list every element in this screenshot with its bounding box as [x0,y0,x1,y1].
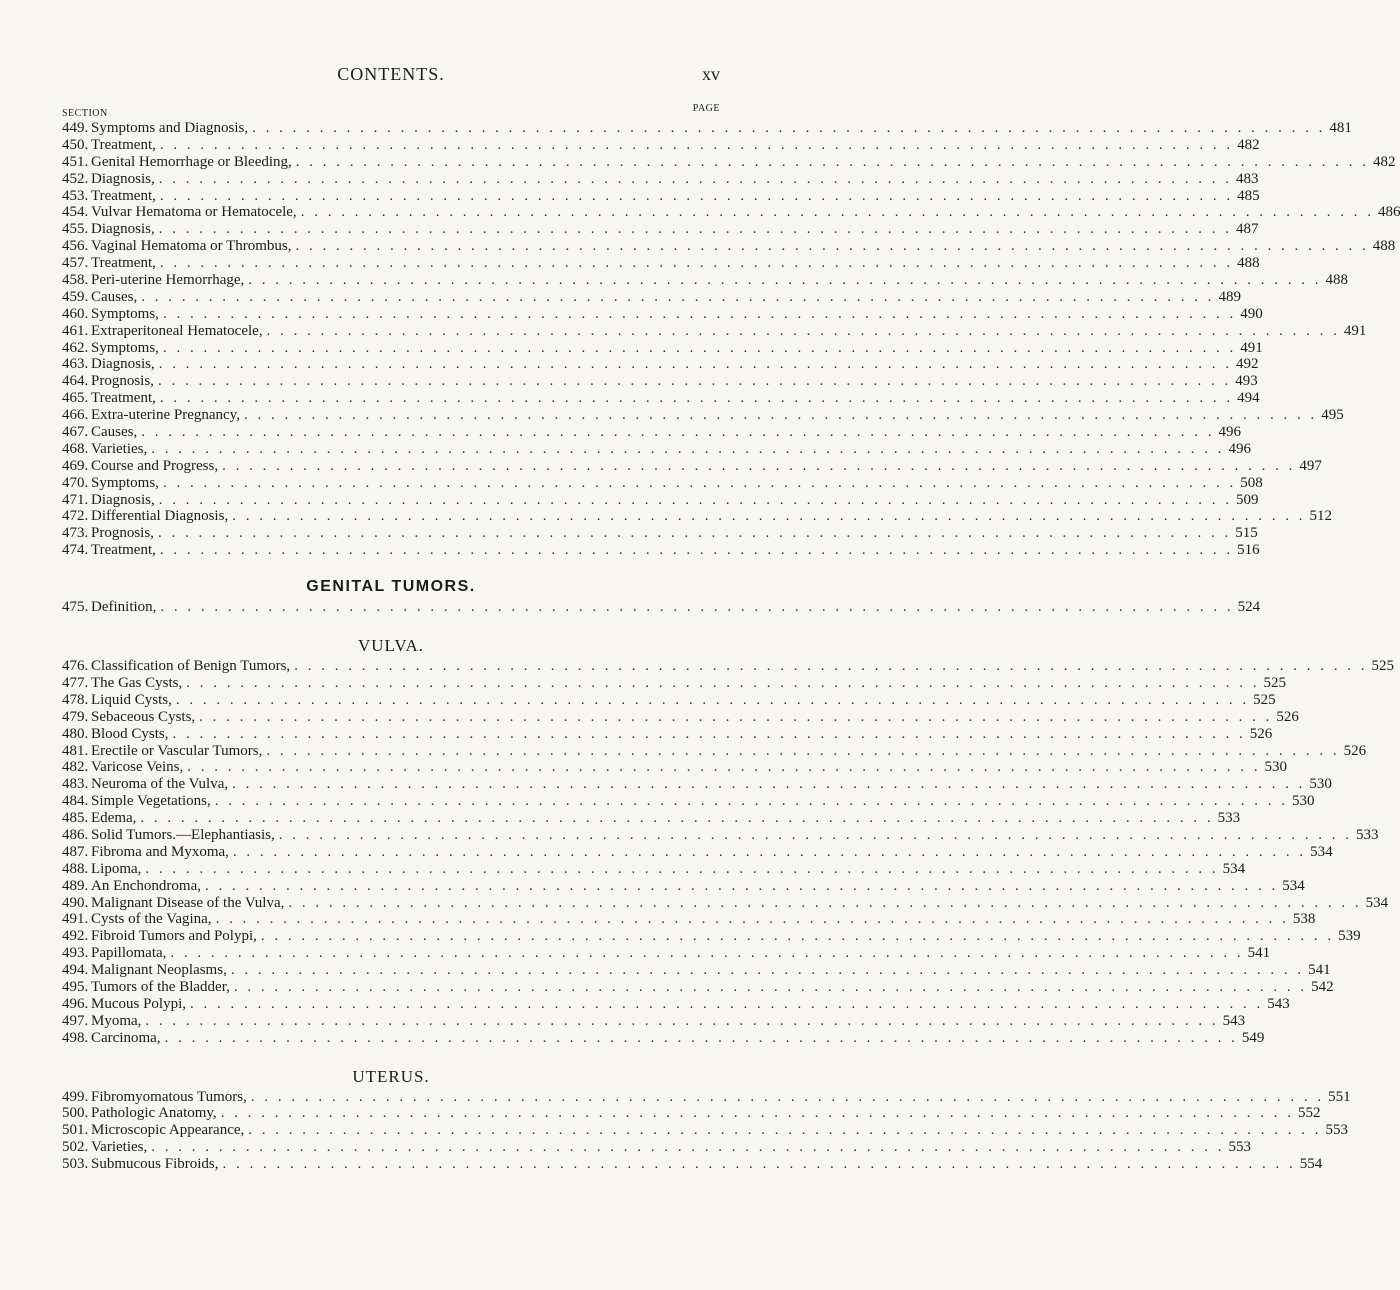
dot-leader: . . . . . . . . . . . . . . . . . . . . . . . . . . . . . . . . . . . . . . . . . . . . . . . . . . . . . . . . . . . . . . . . . . . . . . . . . . . . . . . . [252,120,1326,136]
entry-title: Symptoms, [91,474,159,491]
entry-page: 530 [1309,776,1332,793]
toc-entry [62,978,1334,996]
section-number: 459. [62,288,89,305]
dot-leader: . . . . . . . . . . . . . . . . . . . . . . . . . . . . . . . . . . . . . . . . . . . . . . . . . . . . . . . . . . . . . . . . . . . . . . . . . . . . . . . . [248,1122,1322,1139]
entry-page: 488 [1325,272,1349,289]
toc-entry [62,742,1367,760]
toc-entry [62,153,1396,171]
toc-entry [62,322,1367,340]
toc-entry [62,356,1259,373]
dot-leader: . . . . . . . . . . . . . . . . . . . . . . . . . . . . . . . . . . . . . . . . . . . . . . . . . . . . . . . . . . . . . . . . . . . . . . . . . . . . . . . . [295,153,1370,170]
entry-title: Symptoms, [91,339,159,356]
section-number: 482. [62,759,89,776]
dot-leader: . . . . . . . . . . . . . . . . . . . . . . . . . . . . . . . . . . . . . . . . . . . . . . . . . . . . . . . . . . . . . . . . . . . . . . . . . . . . . . . . [151,1139,1225,1156]
toc-entry [62,691,1276,709]
column-headers [62,103,720,120]
entry-title: Treatment, [91,187,156,204]
entry-title: Diagnosis, [91,221,155,238]
toc-entry [62,272,1349,289]
dot-leader: . . . . . . . . . . . . . . . . . . . . . . . . . . . . . . . . . . . . . . . . . . . . . . . . . . . . . . . . . . . . . . . . . . . . . . . . . . . . . . . . [164,1029,1238,1046]
toc-entry [62,120,1352,137]
entry-title: Prognosis, [91,525,154,542]
entry-page: 549 [1241,1029,1265,1046]
section-number: 457. [62,255,89,272]
section-number: 468. [62,440,89,457]
section-number: 484. [62,793,89,810]
section-number: 467. [62,424,89,441]
toc-entry [62,1122,1349,1139]
entry-title: Varieties, [91,440,148,457]
page-number: xv [702,64,720,84]
toc-entry [62,1105,1321,1122]
dot-leader: . . . . . . . . . . . . . . . . . . . . . . . . . . . . . . . . . . . . . . . . . . . . . . . . . . . . . . . . . . . . . . . . . . . . . . . . . . . . . . . . [145,1012,1219,1029]
entry-title: Classification of Benign Tumors, [91,658,291,675]
dot-leader: . . . . . . . . . . . . . . . . . . . . . . . . . . . . . . . . . . . . . . . . . . . . . . . . . . . . . . . . . . . . . . . . . . . . . . . . . . . . . . . . [170,945,1244,962]
toc-entry [62,491,1259,509]
entry-title: Diagnosis, [91,170,155,187]
dot-leader: . . . . . . . . . . . . . . . . . . . . . . . . . . . . . . . . . . . . . . . . . . . . . . . . . . . . . . . . . . . . . . . . . . . . . . . . . . . . . . . . [288,894,1362,911]
entry-page: 515 [1235,525,1258,542]
entry-title: Varieties, [91,1139,148,1156]
entry-page: 541 [1308,962,1331,979]
dot-leader: . . . . . . . . . . . . . . . . . . . . . . . . . . . . . . . . . . . . . . . . . . . . . . . . . . . . . . . . . . . . . . . . . . . . . . . . . . . . . . . . [158,491,1232,508]
section-number: 452. [62,170,89,187]
section-number: 485. [62,810,89,827]
dot-leader: . . . . . . . . . . . . . . . . . . . . . . . . . . . . . . . . . . . . . . . . . . . . . . . . . . . . . . . . . . . . . . . . . . . . . . . . . . . . . . . . [232,843,1307,860]
toc-entry [62,440,1251,458]
section-number: 502. [62,1139,89,1156]
section-number: 449. [62,120,89,136]
entry-title: The Gas Cysts, [91,674,183,691]
section-number: 472. [62,508,89,525]
section-number: 497. [62,1012,89,1029]
toc-entry [62,339,1263,357]
dot-leader: . . . . . . . . . . . . . . . . . . . . . . . . . . . . . . . . . . . . . . . . . . . . . . . . . . . . . . . . . . . . . . . . . . . . . . . . . . . . . . . . [222,457,1296,474]
running-title: CONTENTS. [337,64,445,84]
entry-title: Extra-uterine Pregnancy, [91,407,240,424]
entry-page: 492 [1236,356,1259,373]
dot-leader: . . . . . . . . . . . . . . . . . . . . . . . . . . . . . . . . . . . . . . . . . . . . . . . . . . . . . . . . . . . . . . . . . . . . . . . . . . . . . . . . [187,759,1261,776]
toc-entry [62,373,1258,390]
entry-title: Fibroid Tumors and Polypi, [91,928,257,945]
entry-page: 525 [1253,691,1276,708]
entry-title: Malignant Neoplasms, [91,962,227,979]
toc-entry [62,508,1332,525]
toc-entry [62,759,1287,776]
entry-title: Prognosis, [91,373,154,390]
page-column-label: PAGE [692,103,720,114]
dot-leader: . . . . . . . . . . . . . . . . . . . . . . . . . . . . . . . . . . . . . . . . . . . . . . . . . . . . . . . . . . . . . . . . . . . . . . . . . . . . . . . . [215,911,1289,928]
entry-page: 526 [1276,708,1299,725]
section-number: 480. [62,725,89,742]
toc-entry [62,708,1299,726]
section-number: 466. [62,407,89,424]
entry-page: 541 [1247,945,1271,962]
entry-title: Causes, [91,288,138,305]
toc-entry [62,995,1290,1013]
entry-page: 486 [1377,204,1400,221]
entry-page: 488 [1372,238,1396,255]
toc-entry [62,911,1316,928]
entry-page: 516 [1237,542,1260,559]
entry-title: Erectile or Vascular Tumors, [91,742,263,759]
entry-page: 525 [1371,658,1394,675]
section-number: 473. [62,525,89,542]
dot-leader: . . . . . . . . . . . . . . . . . . . . . . . . . . . . . . . . . . . . . . . . . . . . . . . . . . . . . . . . . . . . . . . . . . . . . . . . . . . . . . . . [141,288,1215,305]
entry-title: Neuroma of the Vulva, [91,776,229,793]
toc-entry [62,1029,1265,1047]
toc-entry [62,136,1260,154]
entry-title: Microscopic Appearance, [91,1122,245,1139]
entry-page: 539 [1338,928,1361,945]
entry-page: 534 [1282,877,1305,894]
entry-title: Differential Diagnosis, [91,508,229,525]
entry-page: 553 [1228,1139,1251,1156]
entry-page: 493 [1235,373,1258,390]
section-number: 494. [62,962,89,979]
entry-title: Definition, [91,599,157,616]
toc-entry [62,877,1305,895]
entry-page: 543 [1222,1012,1246,1029]
entry-page: 483 [1236,170,1259,187]
entry-page: 508 [1240,474,1263,491]
entry-page: 482 [1373,153,1396,170]
dot-leader: . . . . . . . . . . . . . . . . . . . . . . . . . . . . . . . . . . . . . . . . . . . . . . . . . . . . . . . . . . . . . . . . . . . . . . . . . . . . . . . . [145,860,1219,877]
section-number: 490. [62,894,89,911]
dot-leader: . . . . . . . . . . . . . . . . . . . . . . . . . . . . . . . . . . . . . . . . . . . . . . . . . . . . . . . . . . . . . . . . . . . . . . . . . . . . . . . . [230,962,1305,979]
entry-page: 491 [1343,322,1367,339]
entry-title: Edema, [91,810,137,827]
entry-title: Solid Tumors.—Elephantiasis, [91,826,275,843]
running-head [62,58,720,88]
toc-entry [62,204,1400,221]
entry-page: 551 [1328,1088,1351,1105]
entry-title: Papillomata, [91,945,167,962]
toc-entry [62,962,1331,979]
dot-leader: . . . . . . . . . . . . . . . . . . . . . . . . . . . . . . . . . . . . . . . . . . . . . . . . . . . . . . . . . . . . . . . . . . . . . . . . . . . . . . . . [158,356,1232,373]
section-number: 491. [62,911,89,928]
entry-title: Diagnosis, [91,356,155,373]
section-number: 470. [62,474,89,491]
dot-leader: . . . . . . . . . . . . . . . . . . . . . . . . . . . . . . . . . . . . . . . . . . . . . . . . . . . . . . . . . . . . . . . . . . . . . . . . . . . . . . . . [159,136,1234,153]
section-number: 475. [62,599,89,616]
section-number: 474. [62,542,89,559]
entry-title: Submucous Fibroids, [91,1156,219,1173]
toc-entry [62,457,1322,475]
section-number: 483. [62,776,89,793]
toc-entry [62,1156,1323,1173]
entry-title: Symptoms, [91,305,159,322]
section-number: 499. [62,1088,89,1105]
toc-entry [62,542,1260,559]
toc-entry [62,860,1246,878]
section-number: 500. [62,1105,89,1122]
toc-entry [62,525,1258,542]
entry-page: 534 [1222,860,1246,877]
dot-leader: . . . . . . . . . . . . . . . . . . . . . . . . . . . . . . . . . . . . . . . . . . . . . . . . . . . . . . . . . . . . . . . . . . . . . . . . . . . . . . . . [162,305,1237,322]
section-number: 477. [62,674,89,691]
toc-entry [62,1088,1351,1106]
entry-page: 491 [1240,339,1263,356]
dot-leader: . . . . . . . . . . . . . . . . . . . . . . . . . . . . . . . . . . . . . . . . . . . . . . . . . . . . . . . . . . . . . . . . . . . . . . . . . . . . . . . . [260,928,1335,945]
entry-title: Sebaceous Cysts, [91,708,196,725]
entry-page: 553 [1325,1122,1349,1139]
dot-leader: . . . . . . . . . . . . . . . . . . . . . . . . . . . . . . . . . . . . . . . . . . . . . . . . . . . . . . . . . . . . . . . . . . . . . . . . . . . . . . . . [233,978,1308,995]
entry-title: Fibroma and Myxoma, [91,843,229,860]
dot-leader: . . . . . . . . . . . . . . . . . . . . . . . . . . . . . . . . . . . . . . . . . . . . . . . . . . . . . . . . . . . . . . . . . . . . . . . . . . . . . . . . [278,826,1353,843]
section-number: 478. [62,691,89,708]
section-number: 498. [62,1029,89,1046]
dot-leader: . . . . . . . . . . . . . . . . . . . . . . . . . . . . . . . . . . . . . . . . . . . . . . . . . . . . . . . . . . . . . . . . . . . . . . . . . . . . . . . . [199,708,1273,725]
section-number: 487. [62,843,89,860]
toc-entry [62,826,1379,844]
toc-entry [62,793,1315,810]
entry-page: 509 [1236,491,1259,508]
section-heading-uterus: UTERUS. [352,1066,430,1086]
entry-title: Varicose Veins, [91,759,184,776]
dot-leader: . . . . . . . . . . . . . . . . . . . . . . . . . . . . . . . . . . . . . . . . . . . . . . . . . . . . . . . . . . . . . . . . . . . . . . . . . . . . . . . . [266,742,1340,759]
section-number: 451. [62,153,89,170]
dot-leader: . . . . . . . . . . . . . . . . . . . . . . . . . . . . . . . . . . . . . . . . . . . . . . . . . . . . . . . . . . . . . . . . . . . . . . . . . . . . . . . . [159,390,1234,407]
toc-entry [62,599,1261,616]
dot-leader: . . . . . . . . . . . . . . . . . . . . . . . . . . . . . . . . . . . . . . . . . . . . . . . . . . . . . . . . . . . . . . . . . . . . . . . . . . . . . . . . [151,440,1225,457]
entry-page: 530 [1264,759,1287,776]
entry-title: Malignant Disease of the Vulva, [91,894,285,911]
entry-page: 481 [1329,120,1352,136]
section-column-label: SECTION [62,108,108,119]
entry-page: 494 [1237,390,1260,407]
toc-entry [62,170,1259,188]
dot-leader: . . . . . . . . . . . . . . . . . . . . . . . . . . . . . . . . . . . . . . . . . . . . . . . . . . . . . . . . . . . . . . . . . . . . . . . . . . . . . . . . [175,691,1250,708]
entry-title: Course and Progress, [91,457,219,474]
toc-entry [62,238,1396,255]
entry-title: Treatment, [91,542,156,559]
dot-leader: . . . . . . . . . . . . . . . . . . . . . . . . . . . . . . . . . . . . . . . . . . . . . . . . . . . . . . . . . . . . . . . . . . . . . . . . . . . . . . . . [214,793,1288,810]
toc-list [62,120,1400,1173]
contents-page [62,58,1400,1173]
entry-title: An Enchondroma, [91,877,201,894]
entry-title: Blood Cysts, [91,725,169,742]
entry-title: Treatment, [91,390,156,407]
entry-title: Symptoms and Diagnosis, [91,120,249,136]
toc-entry [62,221,1259,238]
entry-title: Myoma, [91,1012,142,1029]
toc-entry [62,843,1333,861]
section-number: 462. [62,339,89,356]
toc-entry [62,928,1361,945]
entry-page: 526 [1343,742,1367,759]
dot-leader: . . . . . . . . . . . . . . . . . . . . . . . . . . . . . . . . . . . . . . . . . . . . . . . . . . . . . . . . . . . . . . . . . . . . . . . . . . . . . . . . [140,810,1214,827]
toc-entry [62,407,1344,424]
entry-page: 554 [1299,1156,1323,1173]
dot-leader: . . . . . . . . . . . . . . . . . . . . . . . . . . . . . . . . . . . . . . . . . . . . . . . . . . . . . . . . . . . . . . . . . . . . . . . . . . . . . . . . [204,877,1279,894]
dot-leader: . . . . . . . . . . . . . . . . . . . . . . . . . . . . . . . . . . . . . . . . . . . . . . . . . . . . . . . . . . . . . . . . . . . . . . . . . . . . . . . . [162,339,1237,356]
section-number: 460. [62,305,89,322]
section-number: 493. [62,945,89,962]
section-number: 463. [62,356,89,373]
dot-leader: . . . . . . . . . . . . . . . . . . . . . . . . . . . . . . . . . . . . . . . . . . . . . . . . . . . . . . . . . . . . . . . . . . . . . . . . . . . . . . . . [232,776,1306,793]
entry-title: Genital Hemorrhage or Bleeding, [91,153,292,170]
toc-entry [62,658,1394,675]
section-number: 492. [62,928,89,945]
entry-title: Vaginal Hematoma or Thrombus, [91,238,292,255]
dot-leader: . . . . . . . . . . . . . . . . . . . . . . . . . . . . . . . . . . . . . . . . . . . . . . . . . . . . . . . . . . . . . . . . . . . . . . . . . . . . . . . . [172,725,1246,742]
entry-page: 533 [1356,826,1379,843]
section-number: 469. [62,457,89,474]
section-number: 465. [62,390,89,407]
toc-entry [62,255,1260,272]
dot-leader: . . . . . . . . . . . . . . . . . . . . . . . . . . . . . . . . . . . . . . . . . . . . . . . . . . . . . . . . . . . . . . . . . . . . . . . . . . . . . . . . [243,407,1318,424]
dot-leader: . . . . . . . . . . . . . . . . . . . . . . . . . . . . . . . . . . . . . . . . . . . . . . . . . . . . . . . . . . . . . . . . . . . . . . . . . . . . . . . . [294,658,1368,675]
entry-page: 526 [1249,725,1273,742]
dot-leader: . . . . . . . . . . . . . . . . . . . . . . . . . . . . . . . . . . . . . . . . . . . . . . . . . . . . . . . . . . . . . . . . . . . . . . . . . . . . . . . . [159,255,1234,272]
section-number: 479. [62,708,89,725]
section-number: 450. [62,136,89,153]
dot-leader: . . . . . . . . . . . . . . . . . . . . . . . . . . . . . . . . . . . . . . . . . . . . . . . . . . . . . . . . . . . . . . . . . . . . . . . . . . . . . . . . [300,204,1374,221]
entry-page: 525 [1263,674,1286,691]
entry-title: Simple Vegetations, [91,793,211,810]
toc-entry [62,305,1263,323]
section-number: 476. [62,658,89,675]
entry-title: Mucous Polypi, [91,995,187,1012]
toc-entry [62,810,1241,827]
toc-entry [62,725,1273,743]
toc-entry [62,474,1263,492]
entry-page: 495 [1321,407,1344,424]
section-number: 464. [62,373,89,390]
entry-title: Peri-uterine Hemorrhage, [91,272,245,289]
section-number: 458. [62,272,89,289]
entry-page: 496 [1228,440,1251,457]
entry-page: 482 [1237,136,1260,153]
section-number: 453. [62,187,89,204]
entry-page: 497 [1299,457,1322,474]
entry-title: Liquid Cysts, [91,691,172,708]
entry-title: Diagnosis, [91,491,155,508]
dot-leader: . . . . . . . . . . . . . . . . . . . . . . . . . . . . . . . . . . . . . . . . . . . . . . . . . . . . . . . . . . . . . . . . . . . . . . . . . . . . . . . . [159,187,1234,204]
entry-page: 489 [1218,288,1241,305]
section-number: 495. [62,978,89,995]
entry-title: Treatment, [91,136,156,153]
entry-title: Carcinoma, [91,1029,161,1046]
toc-entry [62,674,1286,692]
section-heading-vulva: VULVA. [358,636,424,656]
section-heading-genital-tumors: GENITAL TUMORS. [306,578,476,596]
dot-leader: . . . . . . . . . . . . . . . . . . . . . . . . . . . . . . . . . . . . . . . . . . . . . . . . . . . . . . . . . . . . . . . . . . . . . . . . . . . . . . . . [250,1088,1325,1105]
entry-title: Pathologic Anatomy, [91,1105,217,1122]
entry-title: Extraperitoneal Hematocele, [91,322,263,339]
dot-leader: . . . . . . . . . . . . . . . . . . . . . . . . . . . . . . . . . . . . . . . . . . . . . . . . . . . . . . . . . . . . . . . . . . . . . . . . . . . . . . . . [158,170,1232,187]
entry-title: Fibromyomatous Tumors, [91,1088,247,1105]
toc-entry [62,894,1389,912]
toc-entry [62,945,1271,962]
section-number: 471. [62,491,89,508]
entry-page: 542 [1311,978,1334,995]
entry-page: 534 [1365,894,1389,911]
dot-leader: . . . . . . . . . . . . . . . . . . . . . . . . . . . . . . . . . . . . . . . . . . . . . . . . . . . . . . . . . . . . . . . . . . . . . . . . . . . . . . . . [266,322,1340,339]
entry-page: 534 [1310,843,1333,860]
entry-page: 524 [1237,599,1261,616]
entry-page: 533 [1217,810,1241,827]
section-number: 501. [62,1122,89,1139]
dot-leader: . . . . . . . . . . . . . . . . . . . . . . . . . . . . . . . . . . . . . . . . . . . . . . . . . . . . . . . . . . . . . . . . . . . . . . . . . . . . . . . . [232,508,1306,525]
dot-leader: . . . . . . . . . . . . . . . . . . . . . . . . . . . . . . . . . . . . . . . . . . . . . . . . . . . . . . . . . . . . . . . . . . . . . . . . . . . . . . . . [159,542,1234,559]
toc-entry [62,1139,1251,1156]
dot-leader: . . . . . . . . . . . . . . . . . . . . . . . . . . . . . . . . . . . . . . . . . . . . . . . . . . . . . . . . . . . . . . . . . . . . . . . . . . . . . . . . [186,674,1260,691]
entry-title: Treatment, [91,255,156,272]
dot-leader: . . . . . . . . . . . . . . . . . . . . . . . . . . . . . . . . . . . . . . . . . . . . . . . . . . . . . . . . . . . . . . . . . . . . . . . . . . . . . . . . [157,525,1232,542]
dot-leader: . . . . . . . . . . . . . . . . . . . . . . . . . . . . . . . . . . . . . . . . . . . . . . . . . . . . . . . . . . . . . . . . . . . . . . . . . . . . . . . . [141,424,1215,441]
entry-page: 530 [1291,793,1315,810]
entry-title: Causes, [91,424,138,441]
toc-entry [62,424,1241,441]
entry-page: 543 [1267,995,1290,1012]
entry-page: 487 [1236,221,1259,238]
dot-leader: . . . . . . . . . . . . . . . . . . . . . . . . . . . . . . . . . . . . . . . . . . . . . . . . . . . . . . . . . . . . . . . . . . . . . . . . . . . . . . . . [220,1105,1294,1122]
section-number: 481. [62,742,89,759]
section-number: 461. [62,322,89,339]
entry-page: 512 [1309,508,1332,525]
dot-leader: . . . . . . . . . . . . . . . . . . . . . . . . . . . . . . . . . . . . . . . . . . . . . . . . . . . . . . . . . . . . . . . . . . . . . . . . . . . . . . . . [162,474,1237,491]
dot-leader: . . . . . . . . . . . . . . . . . . . . . . . . . . . . . . . . . . . . . . . . . . . . . . . . . . . . . . . . . . . . . . . . . . . . . . . . . . . . . . . . [248,272,1322,289]
entry-title: Cysts of the Vagina, [91,911,212,928]
dot-leader: . . . . . . . . . . . . . . . . . . . . . . . . . . . . . . . . . . . . . . . . . . . . . . . . . . . . . . . . . . . . . . . . . . . . . . . . . . . . . . . . [222,1156,1296,1173]
dot-leader: . . . . . . . . . . . . . . . . . . . . . . . . . . . . . . . . . . . . . . . . . . . . . . . . . . . . . . . . . . . . . . . . . . . . . . . . . . . . . . . . [160,599,1234,616]
entry-page: 488 [1237,255,1260,272]
section-number: 503. [62,1156,89,1173]
section-number: 456. [62,238,89,255]
section-number: 488. [62,860,89,877]
dot-leader: . . . . . . . . . . . . . . . . . . . . . . . . . . . . . . . . . . . . . . . . . . . . . . . . . . . . . . . . . . . . . . . . . . . . . . . . . . . . . . . . [295,238,1369,255]
entry-title: Tumors of the Bladder, [91,978,230,995]
dot-leader: . . . . . . . . . . . . . . . . . . . . . . . . . . . . . . . . . . . . . . . . . . . . . . . . . . . . . . . . . . . . . . . . . . . . . . . . . . . . . . . . [157,373,1232,390]
toc-entry [62,187,1260,205]
toc-entry [62,1012,1246,1030]
dot-leader: . . . . . . . . . . . . . . . . . . . . . . . . . . . . . . . . . . . . . . . . . . . . . . . . . . . . . . . . . . . . . . . . . . . . . . . . . . . . . . . . [158,221,1232,238]
entry-page: 552 [1297,1105,1321,1122]
toc-entry [62,776,1332,793]
dot-leader: . . . . . . . . . . . . . . . . . . . . . . . . . . . . . . . . . . . . . . . . . . . . . . . . . . . . . . . . . . . . . . . . . . . . . . . . . . . . . . . . [190,995,1264,1012]
entry-page: 496 [1218,424,1241,441]
toc-entry [62,288,1241,306]
toc-entry [62,390,1260,407]
entry-title: Lipoma, [91,860,142,877]
section-number: 496. [62,995,89,1012]
entry-title: Vulvar Hematoma or Hematocele, [91,204,297,221]
entry-page: 538 [1292,911,1316,928]
entry-page: 490 [1240,305,1263,322]
section-number: 454. [62,204,89,221]
section-number: 455. [62,221,89,238]
section-number: 486. [62,826,89,843]
section-number: 489. [62,877,89,894]
entry-page: 485 [1237,187,1260,204]
